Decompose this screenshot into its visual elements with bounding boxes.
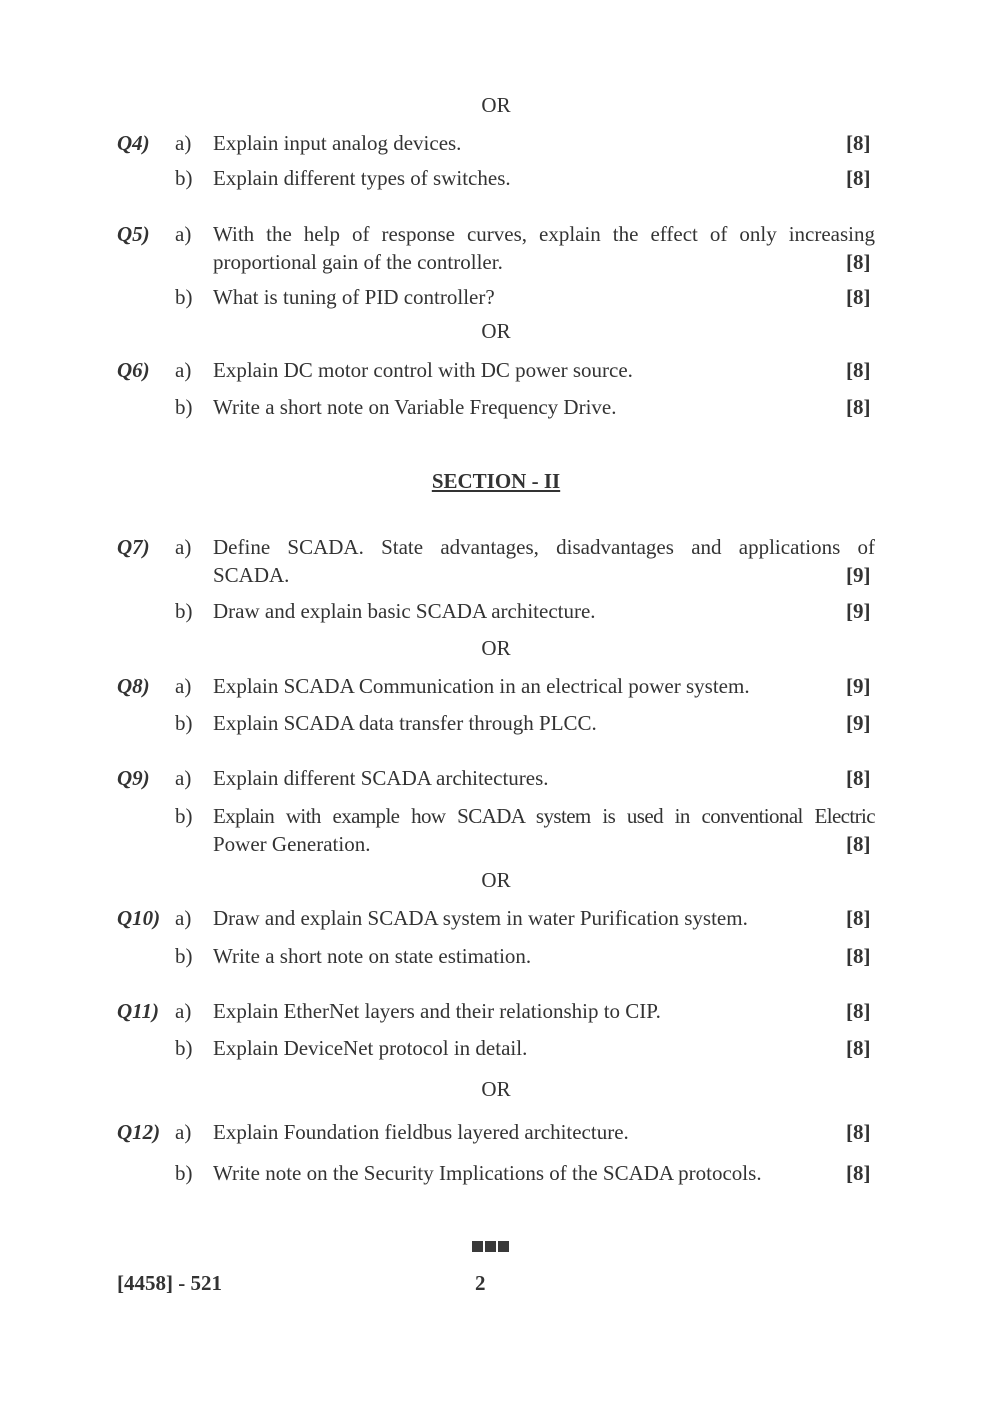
- question-text: Explain SCADA data transfer through PLCC.: [213, 711, 597, 735]
- or-separator: OR: [481, 868, 511, 892]
- part-label: b): [175, 944, 193, 968]
- marks: [9]: [846, 711, 871, 735]
- question-text-line2: SCADA.: [213, 563, 290, 587]
- question-number: Q4): [117, 131, 150, 155]
- or-separator: OR: [481, 93, 511, 117]
- question-text: Explain DeviceNet protocol in detail.: [213, 1036, 528, 1060]
- or-separator: OR: [481, 319, 511, 343]
- question-text: Write note on the Security Implications of the SCADA protocols.: [213, 1161, 762, 1185]
- question-number: Q5): [117, 222, 150, 246]
- or-separator: OR: [481, 1077, 511, 1101]
- question-text-line1: With the help of response curves, explain the effect of only increasing: [213, 222, 875, 246]
- part-label: b): [175, 599, 193, 623]
- or-separator: OR: [481, 636, 511, 660]
- part-label: a): [175, 674, 192, 698]
- part-label: a): [175, 358, 192, 382]
- marks: [8]: [846, 131, 871, 155]
- question-text: Write a short note on state estimation.: [213, 944, 532, 968]
- question-text: Write a short note on Variable Frequency Drive.: [213, 395, 617, 419]
- part-label: a): [175, 906, 192, 930]
- marks: [8]: [846, 358, 871, 382]
- question-text: What is tuning of PID controller?: [213, 285, 495, 309]
- marks: [9]: [846, 563, 871, 587]
- question-number: Q12): [117, 1120, 161, 1144]
- marks: [8]: [846, 832, 871, 856]
- end-of-paper-marker: [472, 1241, 509, 1252]
- part-label: b): [175, 166, 193, 190]
- marks: [8]: [846, 906, 871, 930]
- part-label: b): [175, 711, 193, 735]
- question-number: Q6): [117, 358, 150, 382]
- part-label: a): [175, 131, 192, 155]
- paper-code: [4458] - 521: [117, 1271, 222, 1295]
- question-text-line2: proportional gain of the controller.: [213, 250, 503, 274]
- part-label: a): [175, 222, 192, 246]
- marks: [8]: [846, 1120, 871, 1144]
- marks: [8]: [846, 1036, 871, 1060]
- question-text-line2: Power Generation.: [213, 832, 371, 856]
- question-number: Q7): [117, 535, 150, 559]
- section-heading: [0, 468, 992, 494]
- question-text: Explain DC motor control with DC power source.: [213, 358, 633, 382]
- question-text-line1: Define SCADA. State advantages, disadvantages and applications of: [213, 535, 875, 559]
- question-text: Explain different SCADA architectures.: [213, 766, 549, 790]
- question-number: Q9): [117, 766, 150, 790]
- part-label: a): [175, 1120, 192, 1144]
- square-icon: [485, 1241, 496, 1252]
- question-number: Q10): [117, 906, 161, 930]
- question-text: Explain EtherNet layers and their relationship to CIP.: [213, 999, 661, 1023]
- part-label: a): [175, 999, 192, 1023]
- marks: [8]: [846, 944, 871, 968]
- square-icon: [498, 1241, 509, 1252]
- marks: [8]: [846, 999, 871, 1023]
- question-text: Explain input analog devices.: [213, 131, 462, 155]
- part-label: b): [175, 395, 193, 419]
- part-label: a): [175, 535, 192, 559]
- page-number: 2: [475, 1271, 486, 1295]
- question-text-line1: Explain with example how SCADA system is used in conventional Electric: [213, 804, 875, 828]
- section-title: SECTION - II: [431, 469, 561, 493]
- marks: [8]: [846, 395, 871, 419]
- question-number: Q8): [117, 674, 150, 698]
- part-label: b): [175, 285, 193, 309]
- part-label: b): [175, 1036, 193, 1060]
- question-text: Explain different types of switches.: [213, 166, 511, 190]
- question-text: Explain SCADA Communication in an electrical power system.: [213, 674, 750, 698]
- part-label: b): [175, 804, 193, 828]
- question-text: Draw and explain basic SCADA architecture.: [213, 599, 596, 623]
- marks: [8]: [846, 166, 871, 190]
- marks: [8]: [846, 766, 871, 790]
- question-text: Explain Foundation fieldbus layered architecture.: [213, 1120, 629, 1144]
- question-number: Q11): [117, 999, 159, 1023]
- part-label: a): [175, 766, 192, 790]
- marks: [9]: [846, 599, 871, 623]
- square-icon: [472, 1241, 483, 1252]
- marks: [9]: [846, 674, 871, 698]
- marks: [8]: [846, 1161, 871, 1185]
- question-text: Draw and explain SCADA system in water Purification system.: [213, 906, 748, 930]
- part-label: b): [175, 1161, 193, 1185]
- marks: [8]: [846, 250, 871, 274]
- marks: [8]: [846, 285, 871, 309]
